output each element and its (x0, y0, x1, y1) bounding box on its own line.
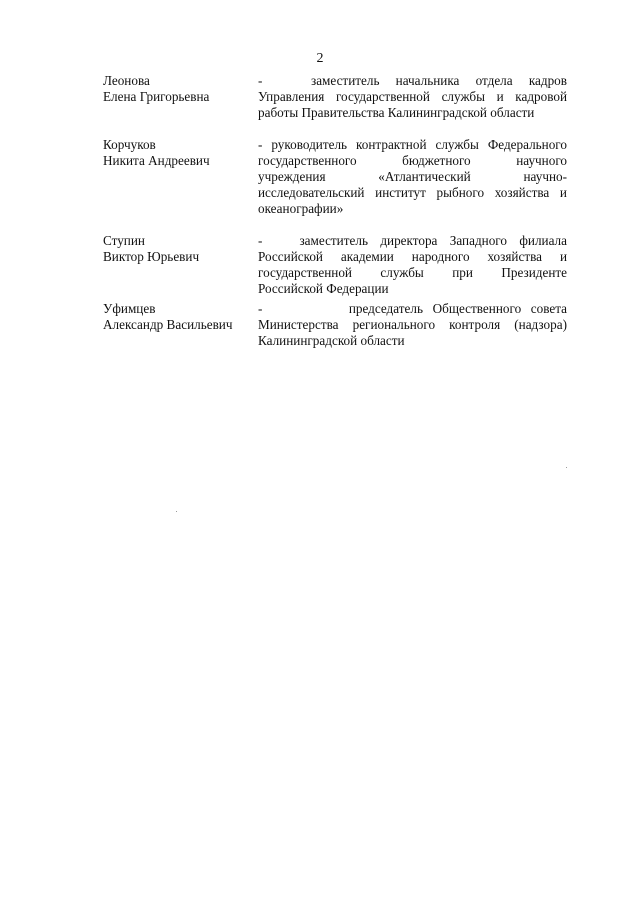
position-line: Калининградской области (258, 333, 405, 348)
member-position (258, 301, 567, 349)
member-name (103, 73, 258, 121)
position-line: государственного бюджетного научного (258, 153, 567, 168)
member-entry (103, 301, 567, 349)
member-name (103, 301, 258, 349)
member-entry (103, 233, 567, 297)
member-position (258, 73, 567, 121)
position-line: Управления государственной службы и кадровой (258, 89, 567, 104)
member-entry (103, 137, 567, 217)
member-given-names: Елена Григорьевна (103, 89, 210, 104)
member-given-names: Александр Васильевич (103, 317, 233, 332)
member-name (103, 137, 258, 217)
member-given-names: Никита Андреевич (103, 153, 210, 168)
member-name (103, 233, 258, 297)
position-line: - заместитель директора Западного филиала (258, 233, 567, 248)
member-position (258, 233, 567, 297)
page-number: 2 (316, 51, 324, 66)
position-line: государственной службы при Президенте (258, 265, 567, 280)
position-line: океанографии» (258, 201, 344, 216)
member-given-names: Виктор Юрьевич (103, 249, 200, 264)
scan-speck (176, 511, 177, 512)
scan-speck (566, 467, 567, 468)
position-line: учреждения «Атлантический научно- (258, 169, 567, 184)
member-surname: Уфимцев (103, 301, 156, 316)
position-line: Российской академии народного хозяйства и (258, 249, 567, 264)
position-line: Российской Федерации (258, 281, 389, 296)
member-position (258, 137, 567, 217)
member-surname: Корчуков (103, 137, 156, 152)
member-entry (103, 73, 567, 121)
position-line: - руководитель контрактной службы Федерального (258, 137, 567, 152)
position-line: - председатель Общественного совета (258, 301, 567, 316)
member-list (103, 73, 567, 349)
position-line: - заместитель начальника отдела кадров (258, 73, 567, 88)
position-line: исследовательский институт рыбного хозяйства и (258, 185, 567, 200)
position-line: Министерства регионального контроля (надзора) (258, 317, 567, 332)
member-surname: Ступин (103, 233, 145, 248)
member-surname: Леонова (103, 73, 150, 88)
position-line: работы Правительства Калининградской области (258, 105, 535, 120)
